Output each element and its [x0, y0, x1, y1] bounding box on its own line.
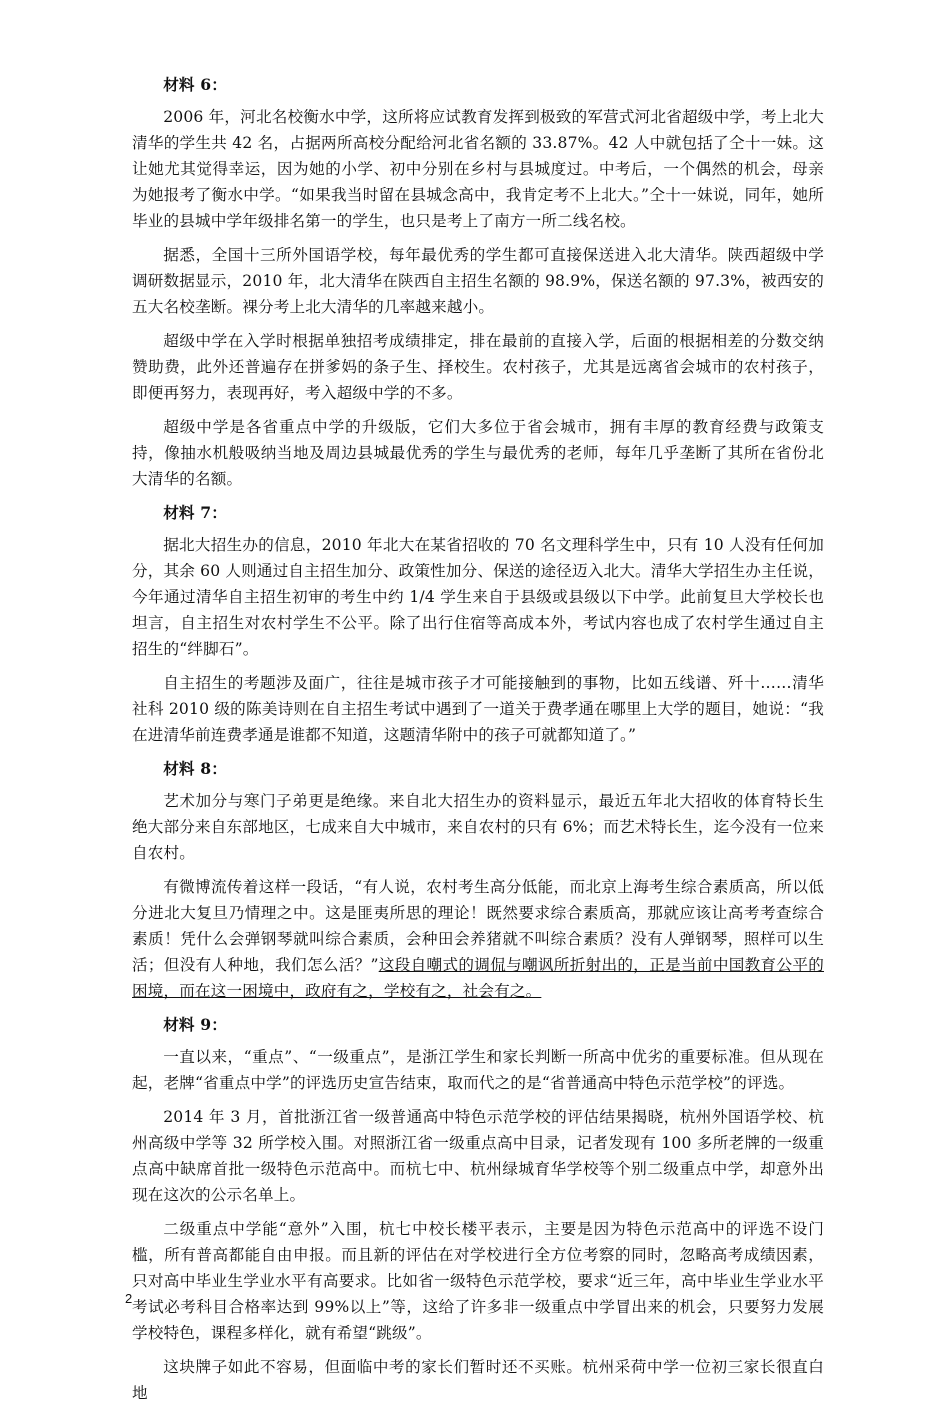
section-heading: 材料 6： [163, 75, 227, 94]
page-number: 2 [125, 1291, 133, 1306]
section-material-9 [132, 1012, 824, 1406]
section-material-8 [132, 756, 824, 1004]
paragraph: 一直以来，“重点”、“一级重点”，是浙江学生和家长判断一所高中优劣的重要标准。但从现在起，老牌“省重点中学”的评选历史宣告结束，取而代之的是“省普通高中特色示范学校”的评选。 [132, 1048, 824, 1092]
paragraph: 2006 年，河北名校衡水中学，这所将应试教育发挥到极致的军营式河北省超级中学，考上北大清华的学生共 42 名，占据两所高校分配给河北省名额的 33.87%。42 人中就包括了仝十一妹。这让她尤其觉得幸运，因为她的小学、初中分别在乡村与县城度过。中考后，一个偶然的机会，母亲为她报考了衡水中学。“如果我当时留在县城念高中，我肯定考不上北大。”仝十一妹说，同年，她所毕业的县城中学年级排名第一的学生，也只是考上了南方一所二线名校。 [132, 108, 824, 230]
paragraph: 艺术加分与寒门子弟更是绝缘。来自北大招生办的资料显示，最近五年北大招收的体育特长生绝大部分来自东部地区，七成来自大中城市，来自农村的只有 6%；而艺术特长生，迄今没有一位来自农村。 [132, 792, 824, 862]
paragraph: 据北大招生办的信息，2010 年北大在某省招收的 70 名文理科学生中，只有 10 人没有任何加分，其余 60 人则通过自主招生加分、政策性加分、保送的途径迈入北大。清华大学招生办主任说，今年通过清华自主招生初审的考生中约 1/4 学生来自于县级或县级以下中学。此前复旦大学校长也坦言，自主招生对农村学生不公平。除了出行住宿等高成本外，考试内容也成了农村学生通过自主招生的“绊脚石”。 [132, 536, 824, 658]
section-material-7 [132, 500, 824, 748]
paragraph: 2014 年 3 月，首批浙江省一级普通高中特色示范学校的评估结果揭晓，杭州外国语学校、杭州高级中学等 32 所学校入围。对照浙江省一级重点高中目录，记者发现有 100 多所老牌的一级重点高中缺席首批一级特色示范高中。而杭七中、杭州绿城育华学校等个别二级重点中学，却意外出现在这次的公示名单上。 [132, 1108, 824, 1204]
section-heading: 材料 7： [163, 503, 227, 522]
paragraph: 超级中学在入学时根据单独招考成绩排定，排在最前的直接入学，后面的根据相差的分数交纳赞助费，此外还普遍存在拼爹妈的条子生、择校生。农村孩子，尤其是远离省会城市的农村孩子，即便再努力，表现再好，考入超级中学的不多。 [132, 332, 824, 402]
paragraph-with-underline [132, 874, 824, 1004]
paragraph: 二级重点中学能“意外”入围，杭七中校长楼平表示，主要是因为特色示范高中的评选不设门槛，所有普高都能自由申报。而且新的评估在对学校进行全方位考察的同时，忽略高考成绩因素，只对高中毕业生学业水平有高要求。比如省一级特色示范学校，要求“近三年，高中毕业生学业水平考试必考科目合格率达到 99%以上”等，这给了许多非一级重点中学冒出来的机会，只要努力发展学校特色，课程多样化，就有希望“跳级”。 [132, 1220, 824, 1342]
paragraph-text: 有微博流传着这样一段话，“有人说，农村考生高分低能，而北京上海考生综合素质高，所以低分进北大复旦乃情理之中。这是匪夷所思的理论！既然要求综合素质高，那就应该让高考考查综合素质！凭什么会弹钢琴就叫综合素质，会种田会养猪就不叫综合素质？没有人弹钢琴，照样可以生活；但没有人种地，我们怎么活？” [132, 878, 824, 974]
section-heading: 材料 9： [163, 1015, 227, 1034]
paragraph: 自主招生的考题涉及面广，往往是城市孩子才可能接触到的事物，比如五线谱、歼十……清华社科 2010 级的陈美诗则在自主招生考试中遇到了一道关于费孝通在哪里上大学的题目，她说：“我在进清华前连费孝通是谁都不知道，这题清华附中的孩子可就都知道了。” [132, 674, 824, 744]
paragraph: 超级中学是各省重点中学的升级版，它们大多位于省会城市，拥有丰厚的教育经费与政策支持，像抽水机般吸纳当地及周边县城最优秀的学生与最优秀的老师，每年几乎垄断了其所在省份北大清华的名额。 [132, 418, 824, 488]
paragraph: 这块牌子如此不容易，但面临中考的家长们暂时还不买账。杭州采荷中学一位初三家长很直白地 [132, 1358, 824, 1402]
section-material-6 [132, 72, 824, 492]
document-body [132, 72, 824, 1414]
paragraph: 据悉，全国十三所外国语学校，每年最优秀的学生都可直接保送进入北大清华。陕西超级中学调研数据显示，2010 年，北大清华在陕西自主招生名额的 98.9%，保送名额的 97.3%，被西安的五大名校垄断。裸分考上北大清华的几率越来越小。 [132, 246, 824, 316]
underlined-text: 这段自嘲式的调侃与嘲讽所折射出的，正是当前中国教育公平的困境，而在这一困境中，政府有之，学校有之，社会有之。 [132, 956, 824, 1000]
section-heading: 材料 8： [163, 759, 227, 778]
